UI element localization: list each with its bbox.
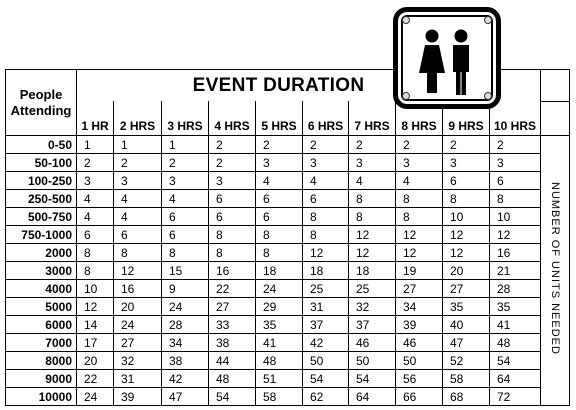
units-cell: 6 (162, 208, 209, 226)
units-cell: 58 (443, 370, 490, 388)
units-cell: 6 (114, 226, 162, 244)
units-cell: 34 (396, 298, 443, 316)
units-cell: 8 (349, 208, 396, 226)
units-cell: 8 (77, 262, 114, 280)
restroom-sign-icon (393, 7, 501, 109)
units-cell: 48 (256, 352, 303, 370)
duration-header: 8 HRS (396, 101, 443, 135)
units-cell: 34 (162, 334, 209, 352)
units-cell: 10 (443, 208, 490, 226)
units-cell: 17 (77, 334, 114, 352)
units-cell: 4 (77, 190, 114, 208)
units-cell: 20 (114, 298, 162, 316)
units-cell: 8 (396, 208, 443, 226)
duration-header: 3 HRS (162, 101, 209, 135)
units-cell: 25 (349, 280, 396, 298)
row-label: 2000 (6, 244, 77, 262)
units-cell: 2 (303, 136, 349, 154)
units-cell: 2 (256, 136, 303, 154)
units-cell: 35 (490, 298, 541, 316)
units-cell: 8 (256, 226, 303, 244)
units-cell: 31 (303, 298, 349, 316)
units-cell: 27 (396, 280, 443, 298)
units-cell: 2 (349, 136, 396, 154)
units-cell: 12 (490, 226, 541, 244)
units-cell: 4 (396, 172, 443, 190)
units-cell: 27 (209, 298, 256, 316)
units-cell: 66 (396, 388, 443, 406)
units-cell: 54 (303, 370, 349, 388)
units-cell: 27 (114, 334, 162, 352)
units-cell: 10 (490, 208, 541, 226)
units-cell: 42 (303, 334, 349, 352)
units-cell: 3 (490, 154, 541, 172)
units-cell: 24 (162, 298, 209, 316)
units-cell: 29 (256, 298, 303, 316)
units-cell: 6 (303, 190, 349, 208)
units-cell: 18 (303, 262, 349, 280)
row-label: 5000 (6, 298, 77, 316)
row-label: 50-100 (6, 154, 77, 172)
units-cell: 2 (490, 136, 541, 154)
units-cell: 8 (256, 244, 303, 262)
units-cell: 3 (77, 172, 114, 190)
duration-header: 6 HRS (303, 101, 349, 135)
units-cell: 32 (349, 298, 396, 316)
units-cell: 47 (443, 334, 490, 352)
units-cell: 6 (162, 226, 209, 244)
units-cell: 8 (162, 244, 209, 262)
units-cell: 8 (303, 208, 349, 226)
units-cell: 35 (443, 298, 490, 316)
row-label: 9000 (6, 370, 77, 388)
units-cell: 3 (303, 154, 349, 172)
units-cell: 42 (162, 370, 209, 388)
row-label: 250-500 (6, 190, 77, 208)
units-cell: 6 (490, 172, 541, 190)
row-label: 100-250 (6, 172, 77, 190)
units-cell: 54 (490, 352, 541, 370)
units-cell: 12 (443, 226, 490, 244)
units-cell: 18 (256, 262, 303, 280)
duration-header: 10 HRS (490, 101, 541, 135)
units-cell: 8 (209, 226, 256, 244)
units-cell: 3 (349, 154, 396, 172)
units-cell: 28 (490, 280, 541, 298)
table-body (6, 136, 570, 406)
units-cell: 6 (256, 190, 303, 208)
units-cell: 12 (349, 244, 396, 262)
units-needed-label: NUMBER OF UNITS NEEDED (549, 181, 562, 355)
units-cell: 2 (162, 154, 209, 172)
people-attending-header (6, 70, 77, 136)
units-cell: 3 (209, 172, 256, 190)
units-cell: 4 (349, 172, 396, 190)
units-cell: 12 (114, 262, 162, 280)
man-woman-icon (398, 12, 496, 104)
table-row (6, 280, 570, 298)
units-cell: 50 (303, 352, 349, 370)
table-row (6, 334, 570, 352)
units-cell: 3 (256, 154, 303, 172)
units-cell: 14 (77, 316, 114, 334)
duration-header: 5 HRS (256, 101, 303, 135)
units-cell: 6 (443, 172, 490, 190)
units-cell: 51 (256, 370, 303, 388)
units-cell: 54 (209, 388, 256, 406)
units-cell: 20 (443, 262, 490, 280)
units-cell: 47 (162, 388, 209, 406)
duration-header: 9 HRS (443, 101, 490, 135)
units-cell: 41 (256, 334, 303, 352)
units-cell: 46 (349, 334, 396, 352)
table-row (6, 190, 570, 208)
units-cell: 8 (114, 244, 162, 262)
units-cell: 68 (443, 388, 490, 406)
units-cell: 58 (256, 388, 303, 406)
table-row (6, 262, 570, 280)
duration-header: 7 HRS (349, 101, 396, 135)
units-cell: 41 (490, 316, 541, 334)
table-row (6, 298, 570, 316)
units-cell: 50 (396, 352, 443, 370)
table-row (6, 388, 570, 406)
units-cell: 39 (114, 388, 162, 406)
units-cell: 3 (162, 172, 209, 190)
units-cell: 39 (396, 316, 443, 334)
duration-header: 4 HRS (209, 101, 256, 135)
side-label-cell (541, 136, 570, 406)
units-cell: 27 (443, 280, 490, 298)
units-cell: 8 (490, 190, 541, 208)
units-cell: 24 (256, 280, 303, 298)
table-row (6, 136, 570, 154)
corner-blank (541, 70, 570, 102)
units-cell: 4 (303, 172, 349, 190)
units-cell: 46 (396, 334, 443, 352)
units-cell: 8 (349, 190, 396, 208)
units-cell: 3 (443, 154, 490, 172)
row-label: 0-50 (6, 136, 77, 154)
row-label: 7000 (6, 334, 77, 352)
units-cell: 2 (443, 136, 490, 154)
table-row (6, 226, 570, 244)
row-label: 6000 (6, 316, 77, 334)
units-cell: 19 (396, 262, 443, 280)
units-cell: 24 (77, 388, 114, 406)
units-cell: 21 (490, 262, 541, 280)
units-cell: 64 (349, 388, 396, 406)
units-cell: 4 (256, 172, 303, 190)
units-cell: 8 (209, 244, 256, 262)
units-cell: 8 (396, 190, 443, 208)
people-label-line1: People (19, 86, 63, 102)
units-cell: 62 (303, 388, 349, 406)
units-cell: 4 (162, 190, 209, 208)
units-cell: 38 (209, 334, 256, 352)
units-cell: 4 (77, 208, 114, 226)
units-cell: 8 (303, 226, 349, 244)
units-cell: 38 (162, 352, 209, 370)
title-text: EVENT DURATION (192, 74, 365, 96)
units-cell: 54 (349, 370, 396, 388)
units-cell: 6 (256, 208, 303, 226)
units-cell: 22 (77, 370, 114, 388)
units-cell: 1 (162, 136, 209, 154)
side-header-blank (541, 101, 570, 135)
units-cell: 4 (114, 190, 162, 208)
table-row (6, 352, 570, 370)
units-cell: 52 (443, 352, 490, 370)
table-row (6, 370, 570, 388)
units-cell: 10 (77, 280, 114, 298)
units-cell: 12 (349, 226, 396, 244)
units-cell: 1 (114, 136, 162, 154)
row-label: 10000 (6, 388, 77, 406)
table-row (6, 208, 570, 226)
units-cell: 33 (209, 316, 256, 334)
units-cell: 35 (256, 316, 303, 334)
units-cell: 15 (162, 262, 209, 280)
units-cell: 12 (443, 244, 490, 262)
units-cell: 6 (209, 208, 256, 226)
units-cell: 48 (490, 334, 541, 352)
units-cell: 48 (209, 370, 256, 388)
table-row (6, 316, 570, 334)
row-label: 3000 (6, 262, 77, 280)
units-cell: 20 (77, 352, 114, 370)
units-cell: 25 (303, 280, 349, 298)
units-cell: 3 (114, 172, 162, 190)
row-label: 500-750 (6, 208, 77, 226)
units-cell: 12 (77, 298, 114, 316)
units-cell: 24 (114, 316, 162, 334)
units-cell: 6 (77, 226, 114, 244)
units-cell: 50 (349, 352, 396, 370)
table-row (6, 154, 570, 172)
units-cell: 40 (443, 316, 490, 334)
duration-header: 2 HRS (114, 101, 162, 135)
units-cell: 22 (209, 280, 256, 298)
units-cell: 6 (209, 190, 256, 208)
units-cell: 18 (349, 262, 396, 280)
units-cell: 2 (114, 154, 162, 172)
units-cell: 28 (162, 316, 209, 334)
units-cell: 2 (77, 154, 114, 172)
units-cell: 2 (209, 154, 256, 172)
row-label: 8000 (6, 352, 77, 370)
units-cell: 64 (490, 370, 541, 388)
row-label: 750-1000 (6, 226, 77, 244)
row-label: 4000 (6, 280, 77, 298)
units-cell: 8 (77, 244, 114, 262)
people-label-line2: Attending (10, 102, 72, 118)
units-cell: 12 (303, 244, 349, 262)
units-cell: 37 (349, 316, 396, 334)
units-cell: 16 (209, 262, 256, 280)
units-cell: 16 (490, 244, 541, 262)
units-cell: 12 (396, 244, 443, 262)
units-cell: 32 (114, 352, 162, 370)
units-cell: 9 (162, 280, 209, 298)
units-cell: 2 (209, 136, 256, 154)
units-cell: 12 (396, 226, 443, 244)
units-cell: 56 (396, 370, 443, 388)
table-row (6, 172, 570, 190)
units-cell: 8 (443, 190, 490, 208)
units-cell: 3 (396, 154, 443, 172)
units-cell: 31 (114, 370, 162, 388)
duration-header: 1 HR (77, 101, 114, 135)
table-row (6, 244, 570, 262)
units-cell: 44 (209, 352, 256, 370)
units-cell: 16 (114, 280, 162, 298)
units-cell: 37 (303, 316, 349, 334)
units-cell: 4 (114, 208, 162, 226)
units-cell: 2 (396, 136, 443, 154)
units-table (5, 69, 570, 406)
units-cell: 1 (77, 136, 114, 154)
units-cell: 72 (490, 388, 541, 406)
